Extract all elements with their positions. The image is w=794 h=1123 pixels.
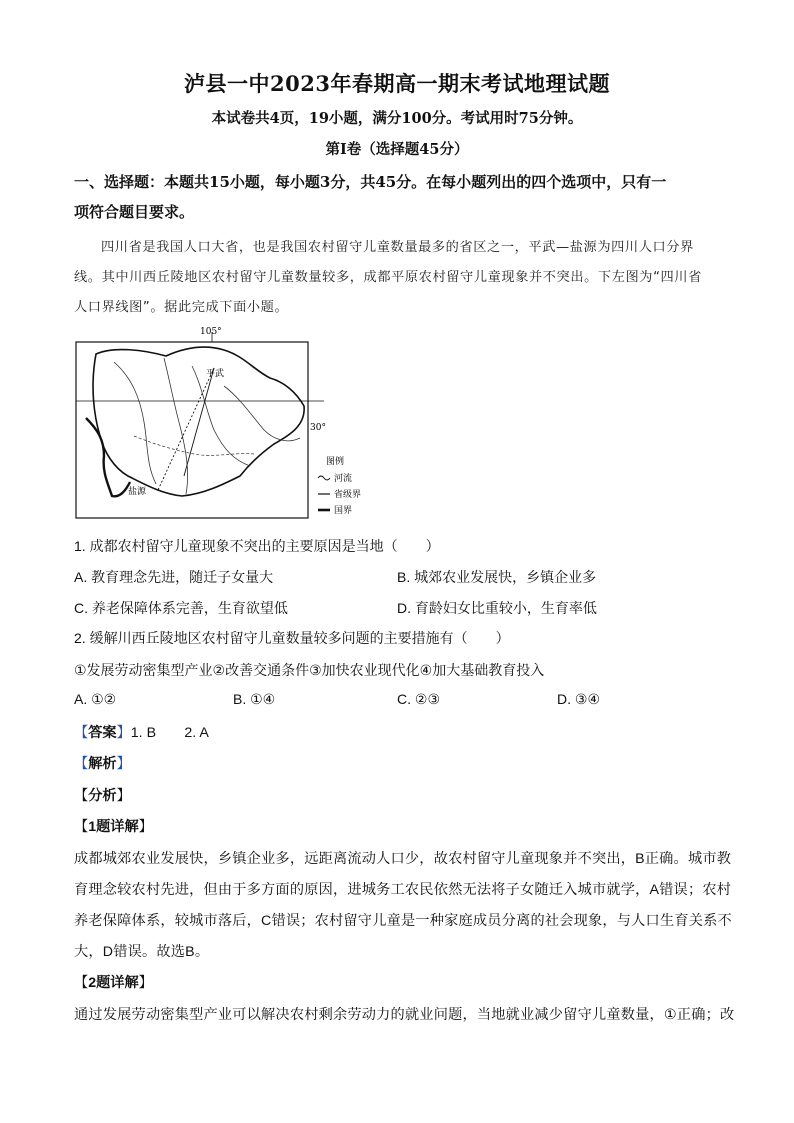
sichuan-population-line-map [74,326,374,522]
question-1-option-d: D. 育龄妇女比重较小，生育率低 [397,600,597,616]
question-1-option-c: C. 养老保障体系完善，生育欲望低 [74,600,288,616]
section-heading-line2: 项符合题目要求。 [74,203,195,221]
city-yanyuan: 盐源 [128,486,147,496]
page-title: 泸县一中2023年春期高一期末考试地理试题 [184,71,610,96]
detail-1-line4: 大，D错误。故选B。 [74,944,210,960]
detail-2-heading: 【2题详解】 [74,975,153,991]
answer-label: 答案 [88,725,117,741]
detail-1-label: 1题详解 [88,819,139,835]
material-line2: 线。其中川西丘陵地区农村留守儿童数量较多，成都平原农村留守儿童现象并不突出。下左图为“四川省 [74,270,702,285]
question-2-measures: ①发展劳动密集型产业②改善交通条件③加快农业现代化④加大基础教育投入 [74,662,545,678]
question-2-option-c: C. ②③ [397,691,440,707]
longitude-label: 105° [200,327,222,337]
answer-line: 【答案】1. B 2. A [74,725,209,741]
detail-1-line3: 养老保障体系，较城市落后，C错误；农村留守儿童是一种家庭成员分离的社会现象，与人口生育关系不 [74,913,732,929]
city-pingwu: 平武 [206,368,225,378]
fenxi-label: 分析 [88,788,117,804]
material-line1: 四川省是我国人口大省，也是我国农村留守儿童数量最多的省区之一，平武—盐源为四川人口分界 [101,240,694,255]
exam-info: 本试卷共4页，19小题，满分100分。考试用时75分钟。 [211,110,583,127]
question-2-stem: 2. 缓解川西丘陵地区农村留守儿童数量较多问题的主要措施有（ ） [74,630,510,646]
fenxi-heading: 【分析】 [74,788,131,804]
analysis-label: 解析 [88,756,117,772]
analysis-heading: 【解析】 [74,756,131,772]
part-label: 第I卷（选择题45分） [325,141,469,158]
question-1-option-b: B. 城郊农业发展快，乡镇企业多 [397,569,597,585]
detail-1-heading: 【1题详解】 [74,819,153,835]
detail-1-line1: 成都城郊农业发展快，乡镇企业多，远距离流动人口少，故农村留守儿童现象并不突出，B正确。城市教 [74,851,732,867]
latitude-label: 30° [310,423,326,433]
legend-river: 河流 [334,473,353,483]
question-1-option-a: A. 教育理念先进，随迁子女量大 [74,569,274,585]
question-2-option-b: B. ①④ [233,691,276,707]
detail-2-line1: 通过发展劳动密集型产业可以解决农村剩余劳动力的就业问题，当地就业减少留守儿童数量，①正确；改 [74,1007,735,1023]
legend-title: 图例 [326,456,345,466]
legend-province: 省级界 [334,489,362,499]
section-heading-line1: 一、选择题：本题共15小题，每小题3分，共45分。在每小题列出的四个选项中，只有一 [74,173,667,191]
material-line3: 人口界线图”。据此完成下面小题。 [74,300,289,315]
detail-1-line2: 育理念较农村先进，但由于多方面的原因，进城务工农民依然无法将子女随迁入城市就学，A错误；农村 [74,882,732,898]
legend-country: 国界 [334,505,353,515]
question-2-option-d: D. ③④ [557,691,600,707]
question-1-stem: 1. 成都农村留守儿童现象不突出的主要原因是当地（ ） [74,538,440,554]
question-2-option-a: A. ①② [74,691,117,707]
answer-content: 1. B 2. A [130,725,209,741]
detail-2-label: 2题详解 [88,975,139,991]
